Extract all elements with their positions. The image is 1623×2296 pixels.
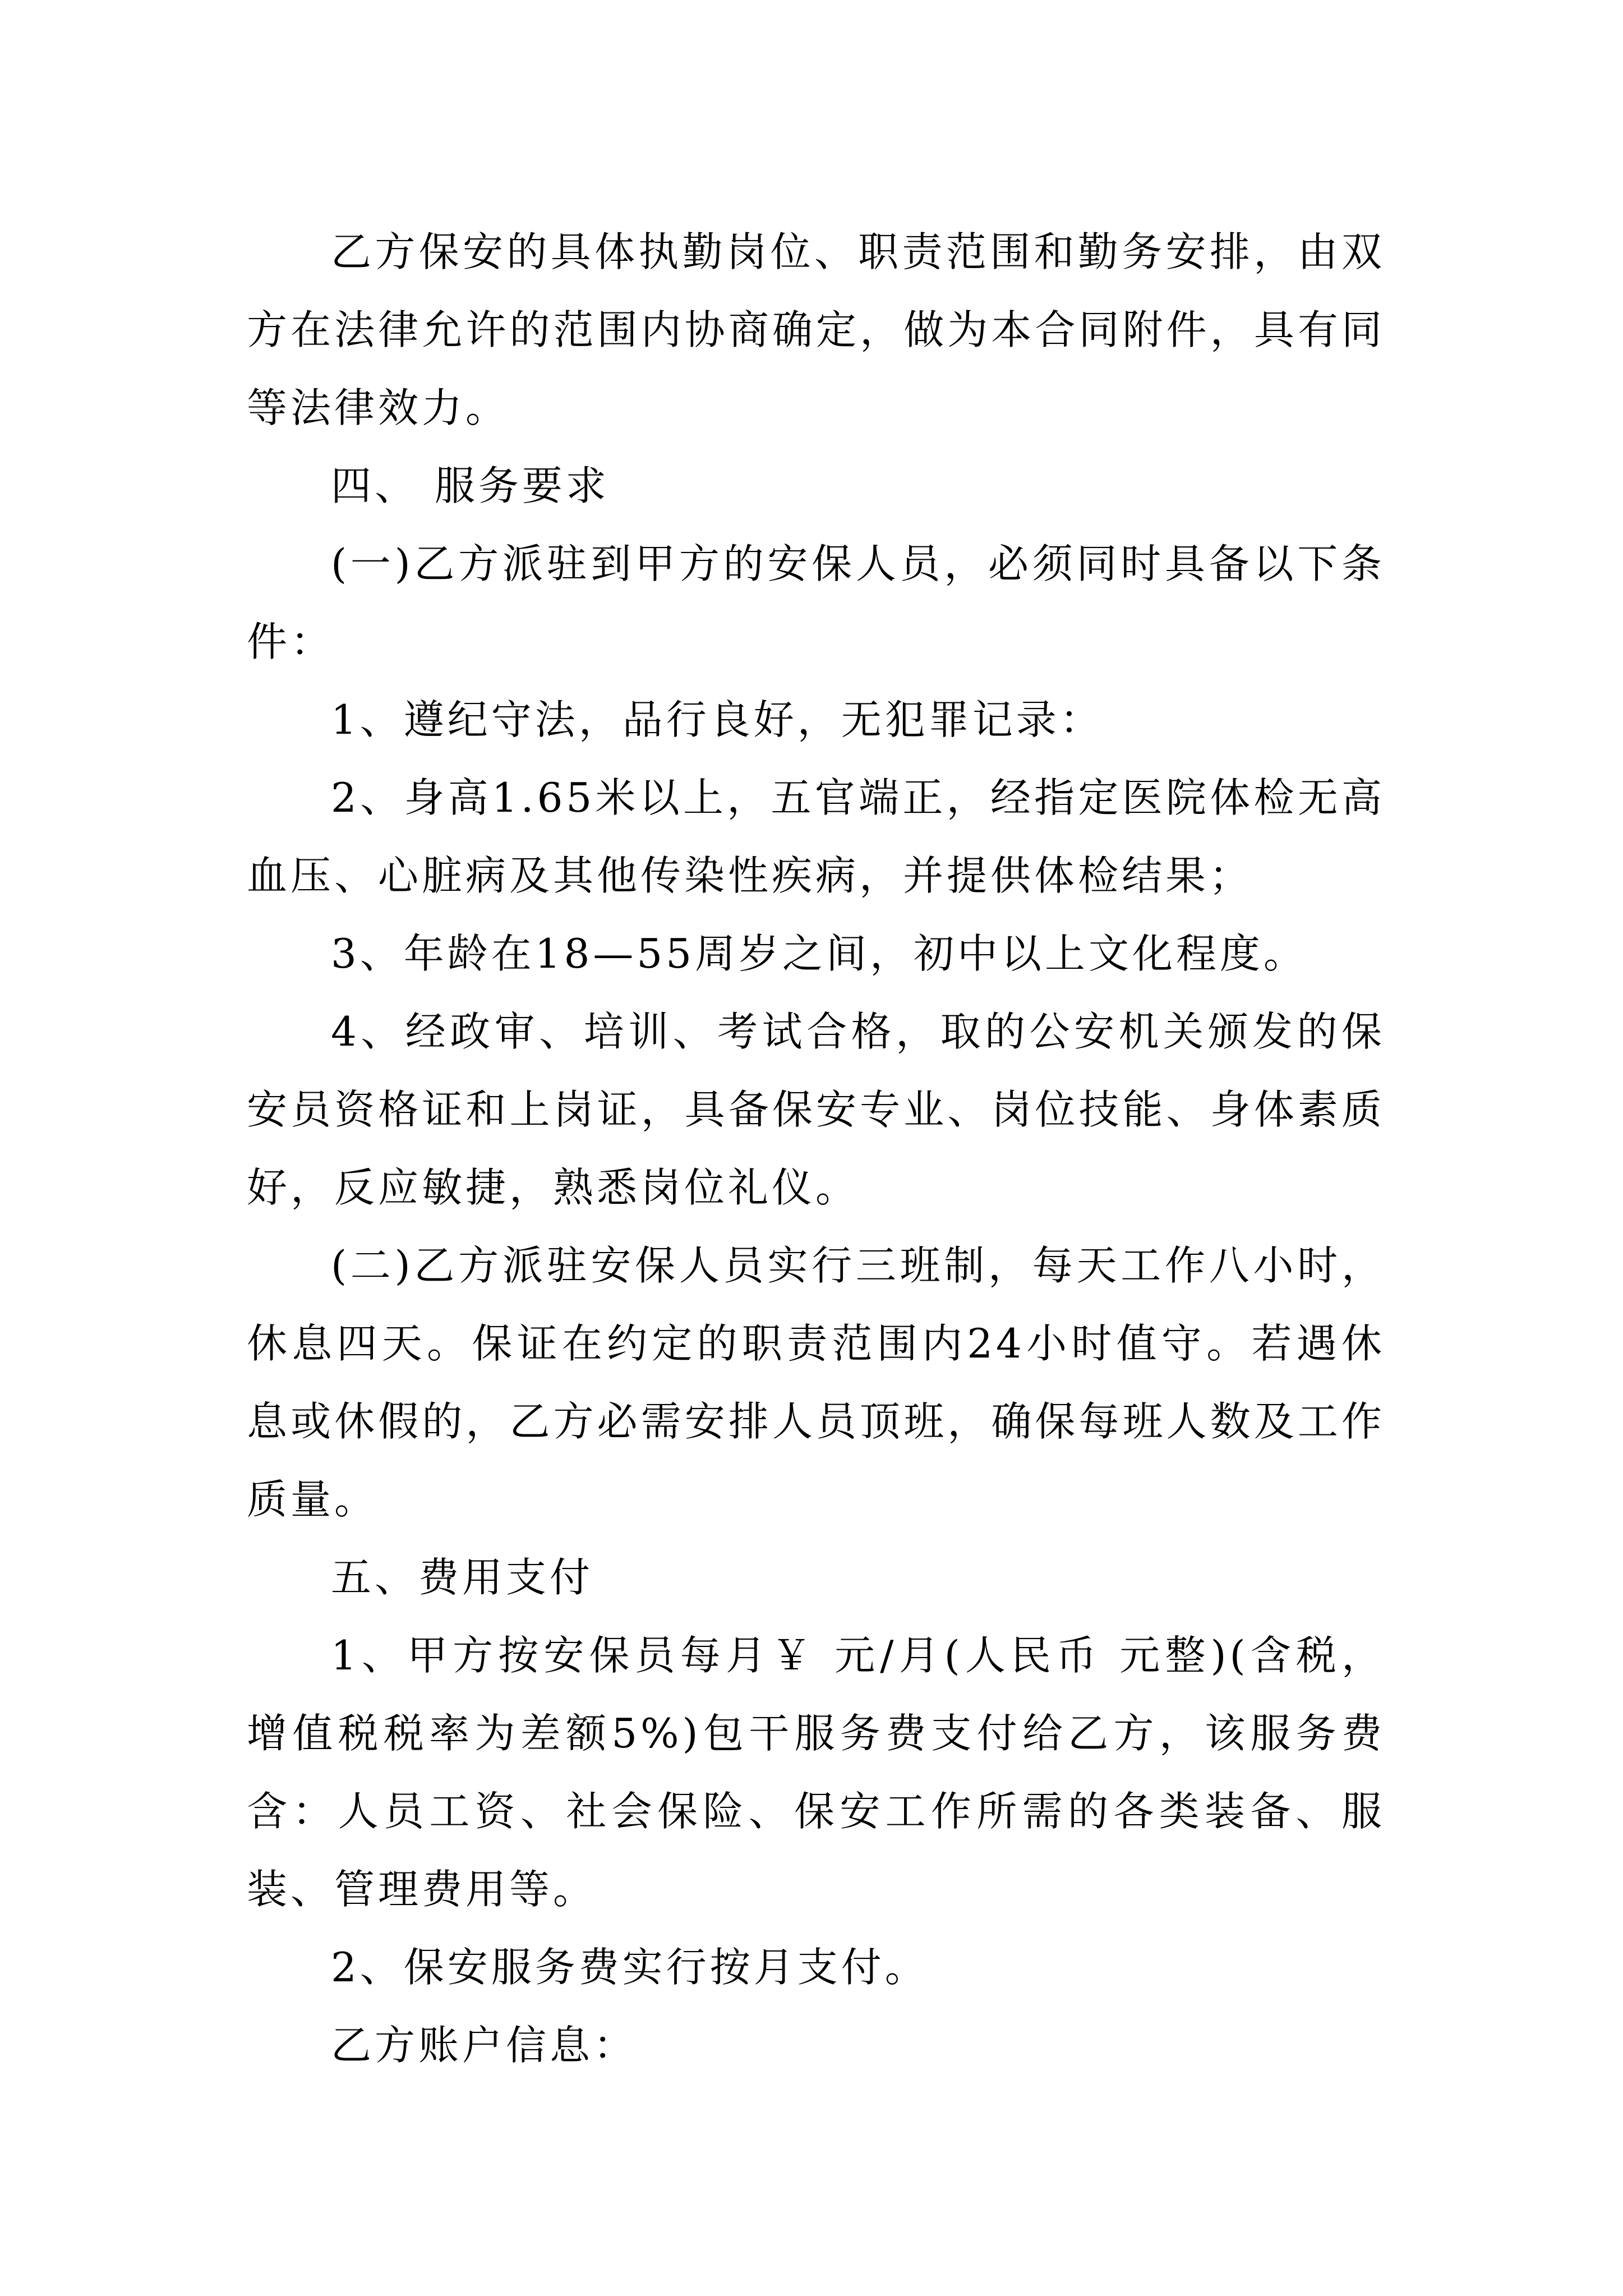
paragraph-personnel-conditions: (一)乙方派驻到甲方的安保人员，必须同时具备以下条件： (247, 540, 1385, 665)
list-item-condition-3: 3、年龄在18—55周岁之间，初中以上文化程度。 (331, 930, 1308, 977)
paragraph-shift-system: (二)乙方派驻安保人员实行三班制，每天工作八小时，休息四天。保证在约定的职责范围内24小时值守。若遇休息或休假的，乙方必需安排人员顶班，确保每班人数及工作质量。 (247, 1242, 1385, 1523)
list-item-fee-2: 2、保安服务费实行按月支付。 (331, 1944, 929, 1991)
section-heading-fee-payment: 五、费用支付 (331, 1554, 594, 1601)
list-item-condition-1: 1、遵纪守法，品行良好，无犯罪记录： (331, 696, 1104, 743)
list-item-fee-1: 1、甲方按安保员每月￥ 元/月(人民币 元整)(含税，增值税税率为差额5%)包干服务费支付给乙方，该服务费含：人员工资、社会保险、保安工作所需的各类装备、服装、管理费用等。 (247, 1632, 1385, 1913)
paragraph-duty-arrangement: 乙方保安的具体执勤岗位、职责范围和勤务安排，由双方在法律允许的范围内协商确定，做为本合同附件，具有同等法律效力。 (247, 228, 1385, 431)
list-item-condition-4: 4、经政审、培训、考试合格，取的公安机关颁发的保安员资格证和上岗证，具备保安专业、岗位技能、身体素质好，反应敏捷，熟悉岗位礼仪。 (247, 1008, 1385, 1211)
paragraph-account-info: 乙方账户信息： (331, 2022, 638, 2069)
list-item-condition-2: 2、身高1.65米以上，五官端正，经指定医院体检无高血压、心脏病及其他传染性疾病，并提供体检结果； (247, 774, 1385, 899)
document-body (247, 213, 1385, 2085)
section-heading-service-requirements: 四、 服务要求 (331, 462, 610, 509)
